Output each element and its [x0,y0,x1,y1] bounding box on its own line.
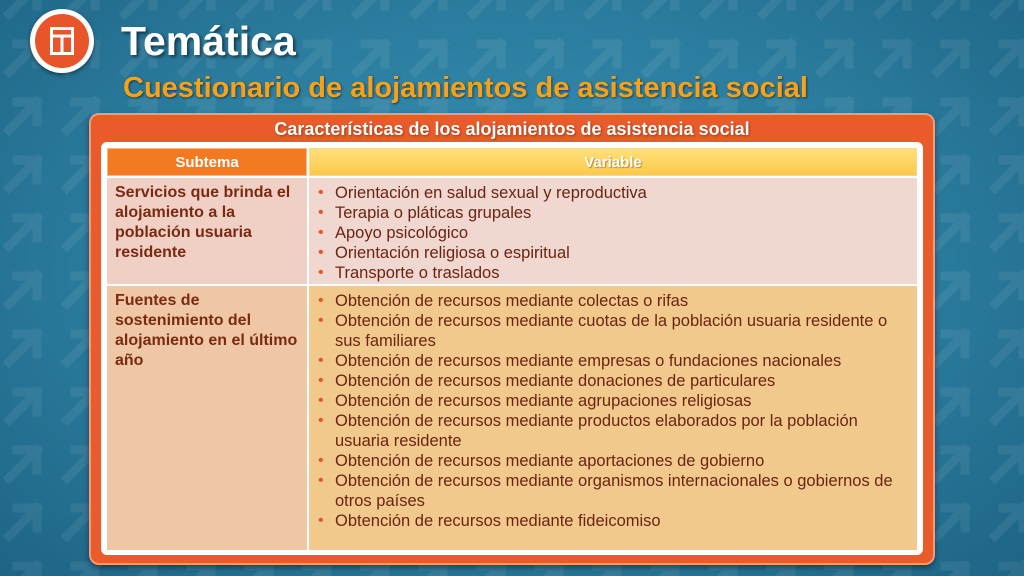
list-item [309,411,909,451]
background-arrow [9,276,37,304]
background-arrow [821,566,849,576]
background-arrow [995,102,1023,130]
background-arrow [9,566,37,576]
background-arrow [241,566,269,576]
list-item [309,223,909,243]
background-arrow [415,44,443,72]
list-item [309,183,909,203]
column-header-variable: Variable [309,148,917,176]
background-arrow [241,0,269,14]
variable-text: Obtención de recursos mediante fideicomiso [335,512,661,530]
list-item [309,371,909,391]
background-arrow [9,450,37,478]
background-arrow [995,0,1023,14]
variable-text: Obtención de recursos mediante agrupaciones religiosas [335,392,752,410]
list-item [309,511,909,531]
variable-text: Obtención de recursos mediante colectas o rifas [335,292,689,310]
variable-text: Obtención de recursos mediante organismos internacionales o gobiernos de otros países [335,472,893,510]
background-arrow [299,44,327,72]
background-arrow [879,566,907,576]
background-arrow [415,566,443,576]
background-arrow [821,0,849,14]
variable-text: Obtención de recursos mediante donaciones de particulares [335,372,776,390]
background-arrow [705,44,733,72]
bullet-icon: • [318,224,324,241]
list-item [309,291,909,311]
page-title: Temática [121,18,296,64]
variable-text: Orientación religiosa o espiritual [335,244,570,262]
background-arrow [937,566,965,576]
background-arrow [995,450,1023,478]
list-item [309,351,909,371]
background-arrow [473,44,501,72]
background-arrow [821,44,849,72]
variable-text: Apoyo psicológico [335,224,468,242]
panel-title: Características de los alojamientos de asistencia social [274,119,750,139]
background-arrow [531,566,559,576]
background-arrow [937,218,965,246]
background-arrow [995,566,1023,576]
subtema-cell-fuentes [107,286,307,550]
bullet-icon: • [318,204,324,221]
variable-text: Orientación en salud sexual y reproductiva [335,184,647,202]
background-arrow [705,566,733,576]
bullet-icon: • [318,512,324,529]
characteristics-panel [89,113,935,565]
variable-text: Transporte o traslados [335,264,500,282]
background-arrow [9,392,37,420]
background-arrow [589,44,617,72]
bullet-icon: • [318,412,324,429]
background-arrow [763,44,791,72]
background-arrow [937,44,965,72]
background-arrow [357,44,385,72]
list-item [309,263,909,283]
background-arrow [937,450,965,478]
background-arrow [647,566,675,576]
background-arrow [299,566,327,576]
bullet-icon: • [318,312,324,329]
background-arrow [125,0,153,14]
bullet-icon: • [318,244,324,261]
background-arrow [705,0,733,14]
variable-list [309,183,909,283]
subtema-cell-servicios [107,178,307,284]
list-item [309,391,909,411]
background-arrow [937,508,965,536]
variable-list [309,291,909,531]
background-arrow [9,334,37,362]
bullet-icon: • [318,264,324,281]
background-arrow [937,276,965,304]
column-header-subtema: Subtema [107,148,307,176]
variable-text: Obtención de recursos mediante aportaciones de gobierno [335,452,765,470]
background-arrow [995,218,1023,246]
variable-text: Terapia o pláticas grupales [335,204,532,222]
variable-text: Obtención de recursos mediante cuotas de la población usuaria residente o sus familiares [335,312,888,350]
subtema-label: Fuentes de sostenimiento del alojamiento en el último año [115,292,298,369]
variable-cell-fuentes [309,286,917,550]
background-arrow [879,44,907,72]
background-arrow [763,566,791,576]
section-logo [30,9,94,73]
bullet-icon: • [318,452,324,469]
background-arrow [415,0,443,14]
background-arrow [763,0,791,14]
logo-badge [35,14,89,68]
characteristics-table [101,142,923,555]
background-arrow [937,0,965,14]
variable-text: Obtención de recursos mediante empresas o fundaciones nacionales [335,352,842,370]
bullet-icon: • [318,184,324,201]
background-arrow [937,334,965,362]
background-arrow [9,102,37,130]
background-arrow [531,0,559,14]
bullet-icon: • [318,472,324,489]
background-arrow [9,508,37,536]
background-arrow [995,334,1023,362]
background-arrow [879,0,907,14]
bullet-icon: • [318,372,324,389]
background-arrow [9,218,37,246]
list-item [309,451,909,471]
background-arrow [995,508,1023,536]
background-arrow [125,566,153,576]
bullet-icon: • [318,292,324,309]
background-arrow [473,0,501,14]
background-arrow [995,160,1023,188]
background-arrow [589,0,617,14]
variable-text: Obtención de recursos mediante productos elaborados por la población usuaria residente [335,412,858,450]
background-arrow [299,0,327,14]
list-item [309,243,909,263]
background-arrow [357,0,385,14]
background-arrow [995,44,1023,72]
list-item [309,471,909,511]
subtema-label: Servicios que brinda el alojamiento a la población usuaria residente [115,184,291,261]
bullet-icon: • [318,392,324,409]
background-arrow [9,160,37,188]
background-arrow [9,0,37,14]
background-arrow [995,276,1023,304]
background-arrow [473,566,501,576]
background-arrow [647,0,675,14]
background-arrow [937,102,965,130]
page-subtitle: Cuestionario de alojamientos de asistencia social [123,72,808,104]
background-arrow [589,566,617,576]
background-arrow [937,160,965,188]
background-arrow [67,566,95,576]
background-arrow [937,392,965,420]
background-arrow [183,0,211,14]
background-arrow [647,44,675,72]
grid-window-icon [50,27,74,55]
background-arrow [995,392,1023,420]
background-arrow [183,566,211,576]
background-arrow [357,566,385,576]
variable-cell-servicios [309,178,917,284]
list-item [309,311,909,351]
list-item [309,203,909,223]
background-arrow [531,44,559,72]
bullet-icon: • [318,352,324,369]
